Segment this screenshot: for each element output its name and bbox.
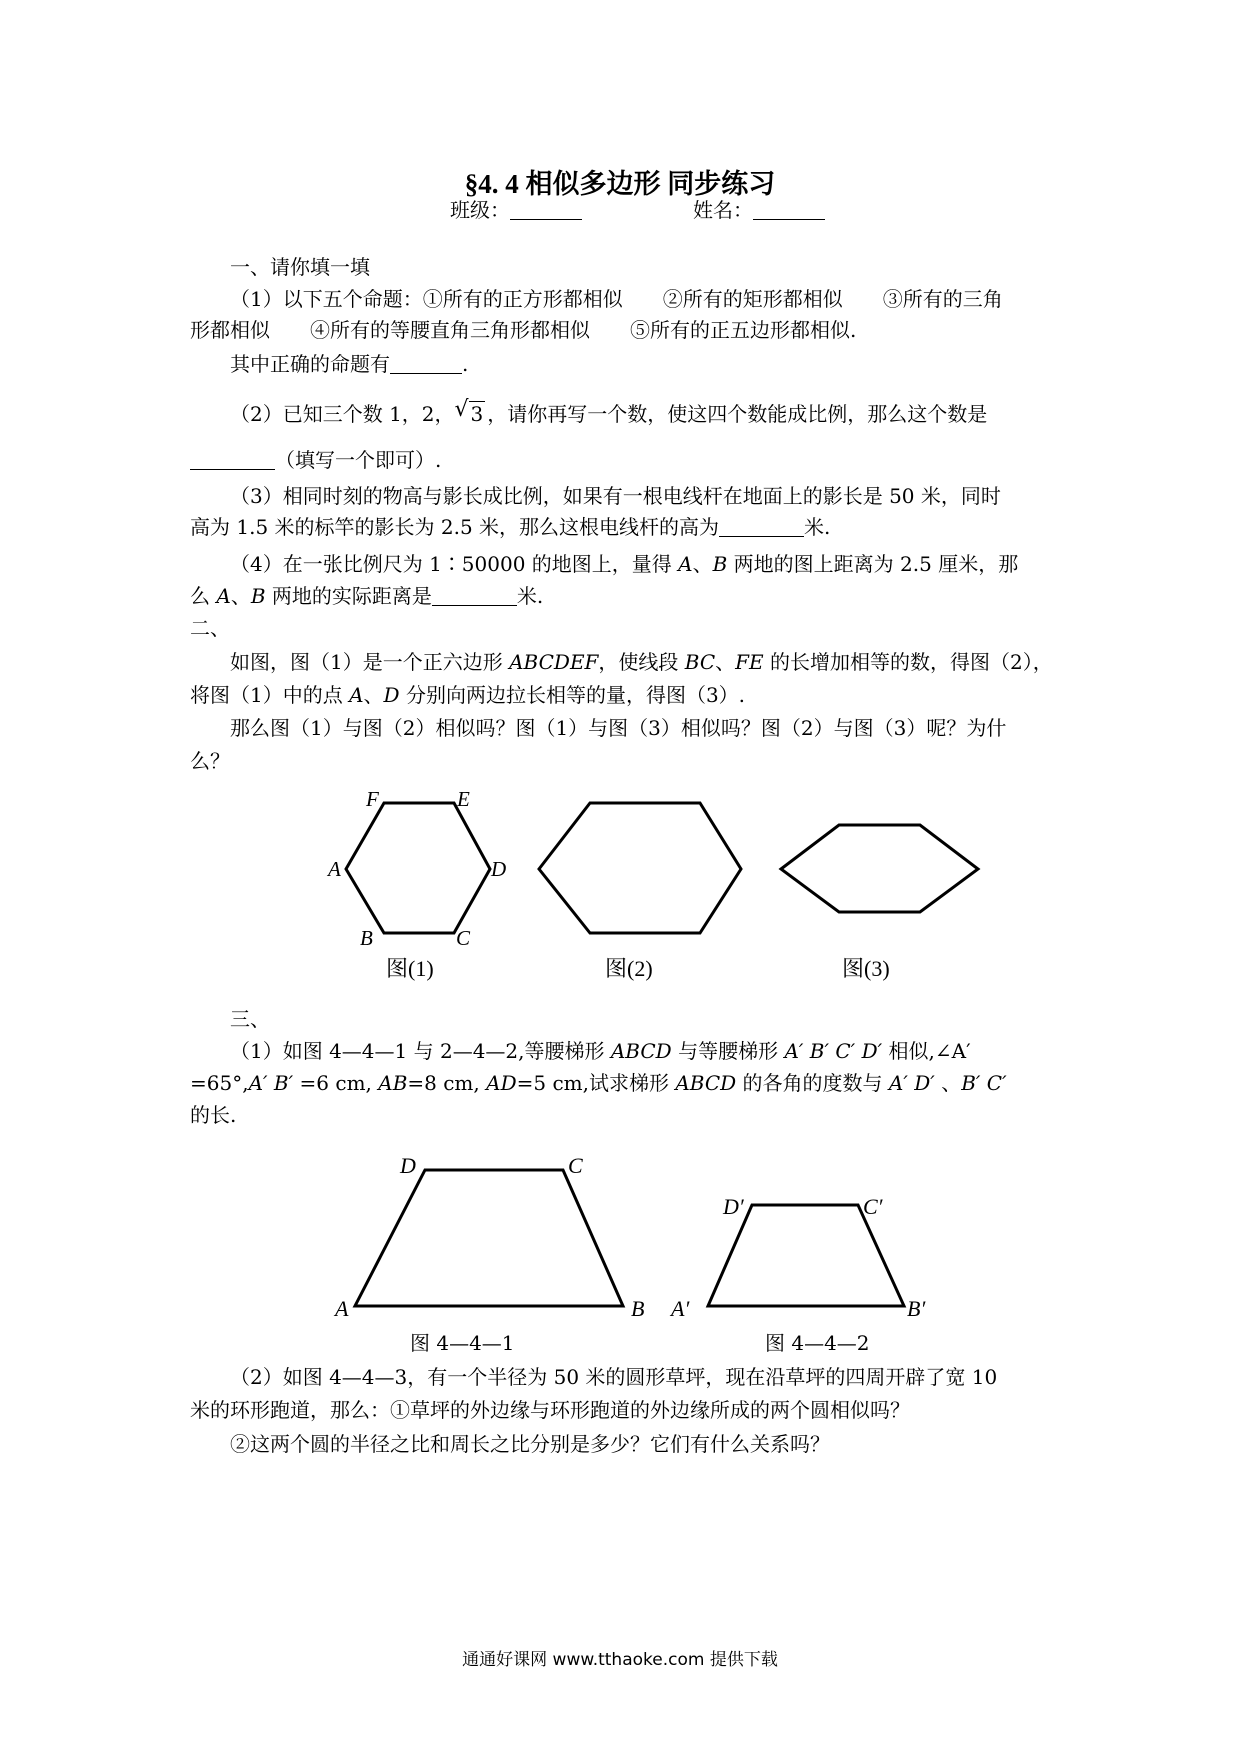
q4-text-a: （4）在一张比例尺为 1∶50000 的地图上，量得 [230, 552, 679, 576]
s2-line1 [230, 650, 1053, 674]
trapezoid-prime: A′ B′ C′ D′ [784, 1039, 883, 1063]
stretched-hexagon [781, 825, 978, 912]
s2-text-c: 的长增加相等的数，得图（2）， [763, 650, 1053, 674]
s3-text-f: =8 cm, [407, 1071, 487, 1095]
q4-point-b: B [712, 552, 728, 576]
class-blank[interactable] [510, 199, 582, 220]
q2-line1 [230, 397, 988, 426]
s3-q2-line3: ②这两个圆的半径之比和周长之比分别是多少？它们有什么关系吗？ [230, 1432, 830, 1456]
segment-ad-prime: A′ D′ [888, 1071, 935, 1095]
s2-line2 [190, 683, 745, 707]
segment-bc: BC [684, 650, 716, 674]
section1-heading: 一、请你填一填 [230, 255, 370, 279]
sqrt-arg: 3 [470, 402, 484, 426]
s2-sep2: 、 [363, 683, 384, 707]
q4-unit: 米. [516, 584, 544, 608]
segment-ab-prime: A′ B′ [248, 1071, 294, 1095]
trap1-label-d: D [400, 1153, 416, 1178]
q4-sep: 、 [692, 552, 713, 576]
hex-label-e: E [457, 787, 470, 811]
section3-heading: 三、 [230, 1007, 270, 1031]
q4-point-a2: A [216, 584, 231, 608]
trap1-label-a: A [335, 1296, 349, 1321]
q4-sep2: 、 [230, 584, 251, 608]
trap2-label-b: B′ [907, 1296, 926, 1321]
fig1-caption: 图(1) [386, 956, 434, 981]
q1-text: 其中正确的命题有 [230, 352, 390, 376]
q4-point-b2: B [250, 584, 266, 608]
trapezoid-small [708, 1205, 904, 1306]
q2-text-a: （2）已知三个数 1，2， [230, 402, 455, 426]
q2-answer-blank[interactable] [190, 449, 275, 470]
s3-text-i: 、 [934, 1071, 962, 1095]
class-label: 班级： [450, 198, 510, 222]
s2-text-a: 如图，图（1）是一个正六边形 [230, 650, 510, 674]
fig3-caption: 图(3) [842, 956, 890, 981]
s3-text-h: 的各角的度数与 [736, 1071, 889, 1095]
s3-q1-line3: 的长. [190, 1103, 237, 1127]
s3-q2-line2: 米的环形跑道，那么：①草坪的外边缘与环形跑道的外边缘所成的两个圆相似吗？ [190, 1398, 910, 1422]
s2-sep: 、 [715, 650, 736, 674]
s3-text-c: 相似,∠A′ [882, 1039, 971, 1063]
q3-unit: 米. [804, 515, 831, 539]
hex-label-a: A [328, 857, 341, 881]
hex-label-f: F [366, 787, 379, 811]
s3-text-a: （1）如图 4—4—1 与 2—4—2,等腰梯形 [230, 1039, 611, 1063]
s3-q2-line1: （2）如图 4—4—3，有一个半径为 50 米的圆形草坪，现在沿草坪的四周开辟了宽 10 [230, 1365, 998, 1389]
trapezoid-large [355, 1170, 623, 1306]
q1-period: . [462, 352, 469, 376]
hex-label-b: B [360, 926, 373, 950]
q3-line2 [190, 515, 830, 539]
sqrt-symbol: √ 3 [454, 397, 484, 426]
q1-answer-blank[interactable] [390, 353, 462, 374]
s3-q1-line2 [190, 1071, 1007, 1095]
section2-heading: 二、 [190, 616, 230, 640]
s2-line4: 么？ [190, 749, 230, 773]
segment-ab: AB [378, 1071, 408, 1095]
q2-text-c: （填写一个即可）. [275, 448, 442, 472]
q1-line1: （1）以下五个命题：①所有的正方形都相似 ②所有的矩形都相似 ③所有的三角 [230, 287, 1003, 311]
q3-answer-blank[interactable] [719, 516, 804, 537]
trap2-label-a: A′ [671, 1296, 690, 1321]
s2-text-b: ，使线段 [598, 650, 685, 674]
fig2-caption: 图(2) [605, 956, 653, 981]
trapezoid-abcd-2: ABCD [675, 1071, 737, 1095]
s3-q1-line1 [230, 1039, 971, 1063]
q4-answer-blank[interactable] [432, 585, 517, 606]
q4-point-a: A [678, 552, 693, 576]
trapezoid-abcd: ABCD [610, 1039, 672, 1063]
s3-text-b: 与等腰梯形 [671, 1039, 785, 1063]
hexagon-name: ABCDEF [509, 650, 599, 674]
s3-text-d: =65°, [190, 1071, 249, 1095]
segment-ad: AD [486, 1071, 517, 1095]
name-label: 姓名： [693, 198, 753, 222]
q2-text-b: ，请你再写一个数，使这四个数能成比例，那么这个数是 [487, 402, 988, 426]
trap1-label-c: C [568, 1153, 583, 1178]
q2-line2 [190, 448, 441, 472]
q3-text: 高为 1.5 米的标竿的影长为 2.5 米，那么这根电线杆的高为 [190, 515, 720, 539]
s2-text-e: 分别向两边拉长相等的量，得图（3）. [399, 683, 746, 707]
s2-text-d: 将图（1）中的点 [190, 683, 350, 707]
point-a: A [349, 683, 364, 707]
q4-line1 [230, 552, 1018, 576]
q3-line1: （3）相同时刻的物高与影长成比例，如果有一根电线杆在地面上的影长是 50 米，同时 [230, 484, 1001, 508]
regular-hexagon [346, 803, 490, 933]
fig-4-4-2-caption: 图 4—4—2 [765, 1331, 870, 1355]
s2-line3: 那么图（1）与图（2）相似吗？图（1）与图（3）相似吗？图（2）与图（3）呢？为什 [230, 716, 1007, 740]
fig-4-4-1-caption: 图 4—4—1 [410, 1331, 515, 1355]
s3-text-g: =5 cm,试求梯形 [516, 1071, 676, 1095]
s3-text-e: =6 cm, [293, 1071, 379, 1095]
page-title: §4. 4 相似多边形 同步练习 [464, 169, 776, 199]
q1-line2: 形都相似 ④所有的等腰直角三角形都相似 ⑤所有的正五边形都相似. [190, 318, 857, 342]
name-field [693, 198, 825, 222]
hex-label-d: D [491, 857, 507, 881]
q4-text-c: 么 [190, 584, 217, 608]
hex-label-c: C [456, 926, 471, 950]
name-blank[interactable] [753, 199, 825, 220]
q4-text-d: 两地的实际距离是 [265, 584, 432, 608]
q1-line3 [230, 352, 468, 376]
segment-fe: FE [735, 650, 764, 674]
widened-hexagon [539, 803, 741, 933]
trap2-label-c: C′ [863, 1194, 883, 1219]
q4-line2 [190, 584, 543, 608]
trapezoid-figures [320, 1140, 960, 1330]
trap2-label-d: D′ [723, 1194, 744, 1219]
trap1-label-b: B [631, 1296, 645, 1321]
segment-bc-prime: B′ C′ [961, 1071, 1007, 1095]
q4-text-b: 两地的图上距离为 2.5 厘米，那 [727, 552, 1019, 576]
footer-credit: 通通好课网 www.tthaoke.com 提供下载 [462, 1650, 778, 1670]
class-field [450, 198, 582, 222]
point-d: D [383, 683, 400, 707]
